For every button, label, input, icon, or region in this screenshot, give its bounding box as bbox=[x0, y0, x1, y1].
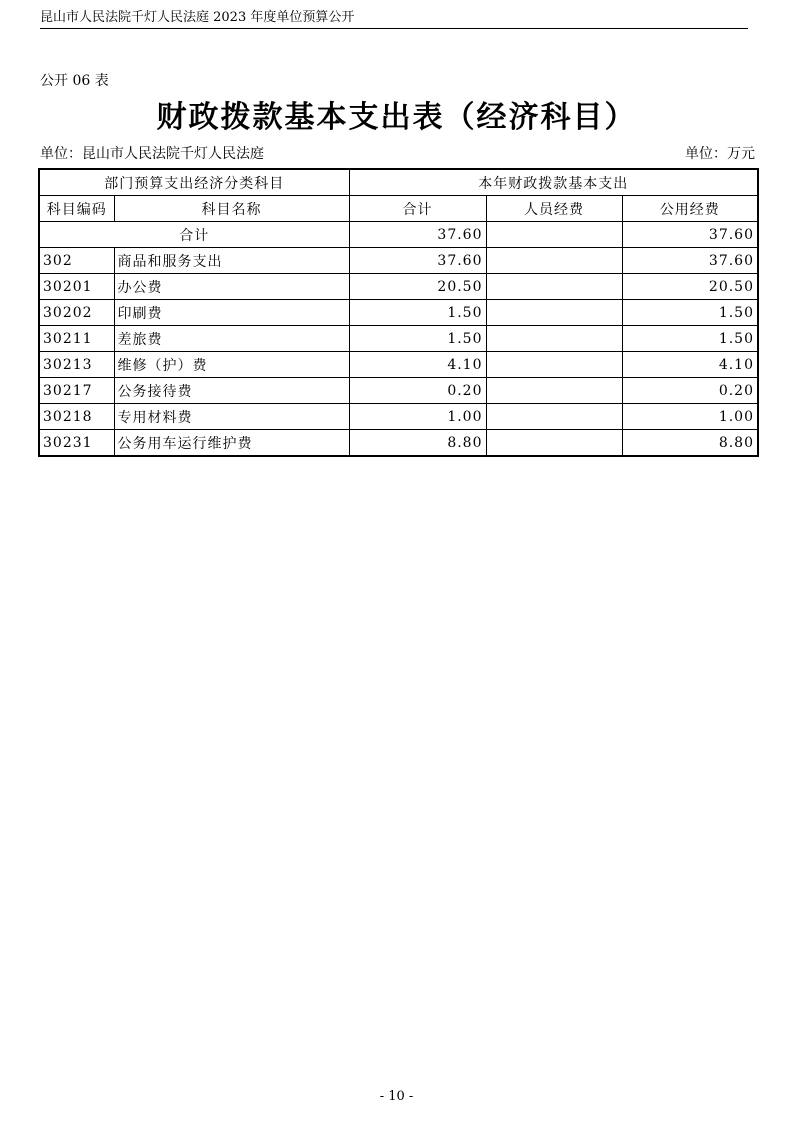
row-code: 30231 bbox=[39, 430, 114, 457]
table-row bbox=[39, 300, 758, 326]
table-column-header-row bbox=[39, 196, 758, 222]
row-code: 30218 bbox=[39, 404, 114, 430]
row-total: 0.20 bbox=[349, 378, 486, 404]
row-public: 1.00 bbox=[622, 404, 758, 430]
unit-organization: 单位：昆山市人民法院千灯人民法庭 bbox=[40, 146, 264, 162]
row-personnel bbox=[486, 430, 622, 457]
column-header-public: 公用经费 bbox=[622, 196, 758, 222]
row-code: 30202 bbox=[39, 300, 114, 326]
row-name: 办公费 bbox=[114, 274, 349, 300]
row-public: 20.50 bbox=[622, 274, 758, 300]
row-name: 商品和服务支出 bbox=[114, 248, 349, 274]
row-total: 8.80 bbox=[349, 430, 486, 457]
unit-currency: 单位：万元 bbox=[685, 146, 755, 162]
column-header-code: 科目编码 bbox=[39, 196, 114, 222]
row-code: 30217 bbox=[39, 378, 114, 404]
row-public: 0.20 bbox=[622, 378, 758, 404]
row-personnel bbox=[486, 274, 622, 300]
row-public: 37.60 bbox=[622, 248, 758, 274]
group-header-classification: 部门预算支出经济分类科目 bbox=[39, 169, 349, 196]
row-personnel bbox=[486, 300, 622, 326]
table-code: 公开 06 表 bbox=[40, 73, 109, 89]
column-header-personnel: 人员经费 bbox=[486, 196, 622, 222]
running-header: 昆山市人民法院千灯人民法庭 2023 年度单位预算公开 bbox=[40, 10, 355, 25]
table-row bbox=[39, 248, 758, 274]
page-number: - 10 - bbox=[379, 1089, 414, 1104]
row-name: 印刷费 bbox=[114, 300, 349, 326]
row-public: 1.50 bbox=[622, 326, 758, 352]
row-personnel bbox=[486, 326, 622, 352]
row-name: 专用材料费 bbox=[114, 404, 349, 430]
row-name: 公务用车运行维护费 bbox=[114, 430, 349, 457]
table-row bbox=[39, 274, 758, 300]
row-personnel bbox=[486, 248, 622, 274]
table-row bbox=[39, 404, 758, 430]
row-total: 1.50 bbox=[349, 300, 486, 326]
row-total: 37.60 bbox=[349, 248, 486, 274]
table-group-header-row bbox=[39, 169, 758, 196]
table-row bbox=[39, 378, 758, 404]
row-personnel bbox=[486, 404, 622, 430]
row-total: 20.50 bbox=[349, 274, 486, 300]
page-title: 财政拨款基本支出表（经济科目） bbox=[156, 100, 637, 135]
row-name: 公务接待费 bbox=[114, 378, 349, 404]
table-row bbox=[39, 430, 758, 457]
header-rule bbox=[40, 28, 748, 29]
total-row-personnel bbox=[486, 222, 622, 248]
row-public: 8.80 bbox=[622, 430, 758, 457]
budget-table bbox=[38, 168, 759, 457]
total-row-label: 合计 bbox=[39, 222, 349, 248]
total-row-public: 37.60 bbox=[622, 222, 758, 248]
row-total: 1.50 bbox=[349, 326, 486, 352]
group-header-basic-expenditure: 本年财政拨款基本支出 bbox=[349, 169, 758, 196]
row-public: 4.10 bbox=[622, 352, 758, 378]
table-row bbox=[39, 352, 758, 378]
row-code: 30213 bbox=[39, 352, 114, 378]
row-personnel bbox=[486, 378, 622, 404]
row-code: 30201 bbox=[39, 274, 114, 300]
total-row bbox=[39, 222, 758, 248]
row-total: 4.10 bbox=[349, 352, 486, 378]
row-total: 1.00 bbox=[349, 404, 486, 430]
row-public: 1.50 bbox=[622, 300, 758, 326]
column-header-total: 合计 bbox=[349, 196, 486, 222]
row-personnel bbox=[486, 352, 622, 378]
row-name: 差旅费 bbox=[114, 326, 349, 352]
row-code: 30211 bbox=[39, 326, 114, 352]
row-name: 维修（护）费 bbox=[114, 352, 349, 378]
total-row-total: 37.60 bbox=[349, 222, 486, 248]
column-header-name: 科目名称 bbox=[114, 196, 349, 222]
table-row bbox=[39, 326, 758, 352]
row-code: 302 bbox=[39, 248, 114, 274]
